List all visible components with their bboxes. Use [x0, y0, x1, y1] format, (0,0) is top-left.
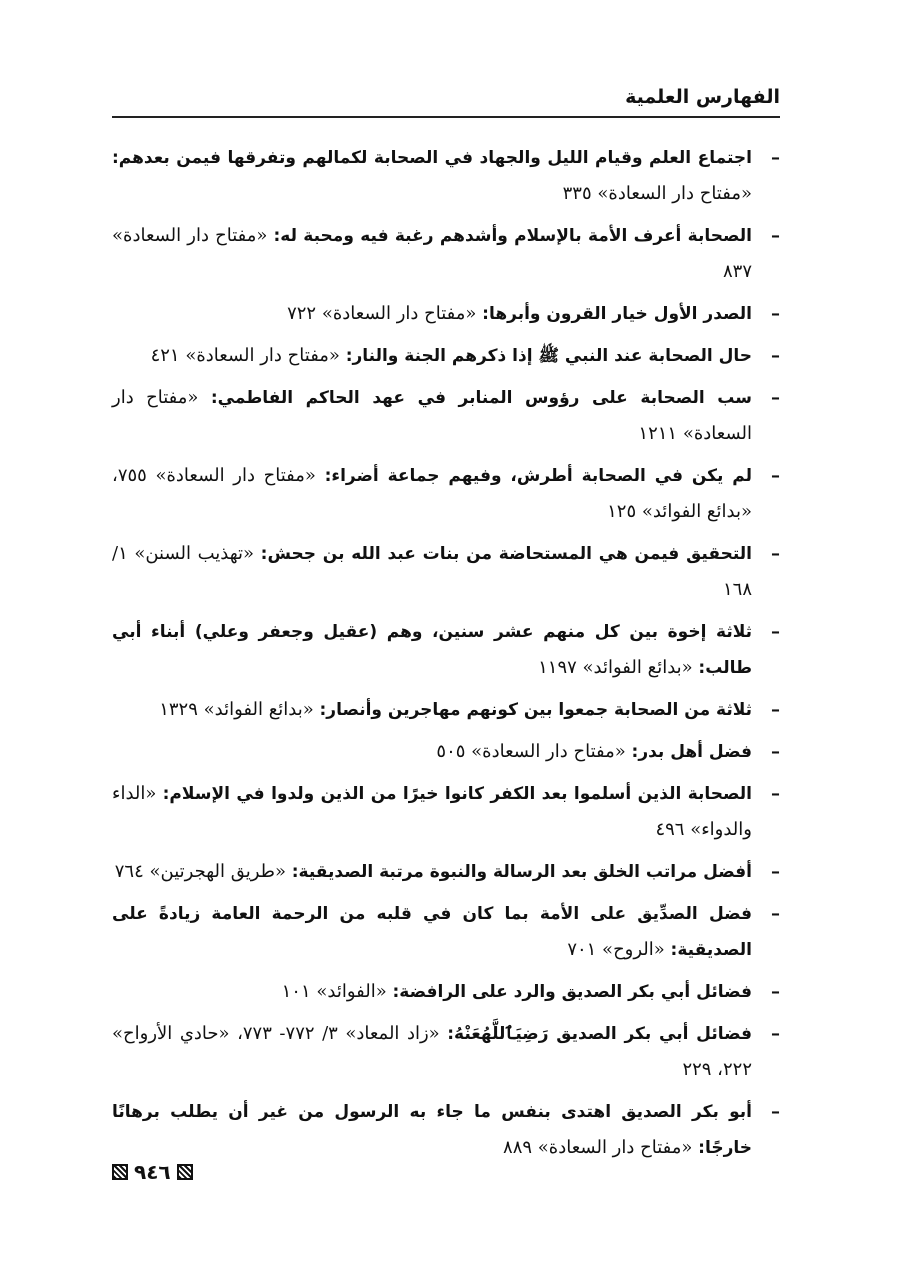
index-entry — [112, 692, 780, 728]
page-number: ٩٤٦ — [134, 1159, 171, 1184]
entry-reference: «مفتاح دار السعادة» ٣٣٥ — [562, 183, 752, 204]
entry-topic: الصحابة الذين أسلموا بعد الكفر كانوا خيرًا من الذين ولدوا في الإسلام: — [162, 784, 752, 804]
dash-bullet-icon: – — [771, 981, 780, 1002]
dash-bullet-icon: – — [771, 147, 780, 168]
dash-bullet-icon: – — [771, 543, 780, 564]
entry-topic: أفضل مراتب الخلق بعد الرسالة والنبوة مرتبة الصديقية: — [291, 862, 752, 882]
index-entry — [112, 338, 780, 374]
entry-topic: فضائل أبي بكر الصديق رَضِيَٱللَّهُعَنْهُ: — [447, 1024, 752, 1044]
dash-bullet-icon: – — [771, 387, 780, 408]
dash-bullet-icon: – — [771, 903, 780, 924]
entry-topic: اجتماع العلم وقيام الليل والجهاد في الصحابة لكمالهم وتفرقها فيمن بعدهم: — [112, 148, 752, 168]
dash-bullet-icon: – — [771, 1023, 780, 1044]
index-entry — [112, 218, 780, 290]
dash-bullet-icon: – — [771, 465, 780, 486]
dash-bullet-icon: – — [771, 345, 780, 366]
index-entry — [112, 1094, 780, 1166]
dash-bullet-icon: – — [771, 699, 780, 720]
index-entry — [112, 854, 780, 890]
index-entry — [112, 776, 780, 848]
entry-topic: الصدر الأول خيار القرون وأبرها: — [482, 304, 752, 324]
ornament-square-icon — [112, 1164, 128, 1180]
dash-bullet-icon: – — [771, 225, 780, 246]
page-header — [112, 86, 780, 118]
page-footer — [112, 1158, 312, 1184]
index-entry — [112, 380, 780, 452]
index-entry — [112, 140, 780, 212]
entry-reference: «بدائع الفوائد» ١١٩٧ — [538, 657, 693, 678]
running-header-title: الفهارس العلمية — [625, 86, 780, 108]
entry-reference: «بدائع الفوائد» ١٣٢٩ — [159, 699, 314, 720]
entry-topic: سب الصحابة على رؤوس المنابر في عهد الحاكم الفاطمي: — [210, 388, 752, 408]
entry-reference: «طريق الهجرتين» ٧٦٤ — [114, 861, 286, 882]
dash-bullet-icon: – — [771, 741, 780, 762]
dash-bullet-icon: – — [771, 861, 780, 882]
dash-bullet-icon: – — [771, 1101, 780, 1122]
entry-reference: «الداء والدواء» ٤٩٦ — [112, 783, 752, 840]
entry-topic: فضائل أبي بكر الصديق والرد على الرافضة: — [392, 982, 752, 1002]
dash-bullet-icon: – — [771, 621, 780, 642]
entry-reference: «الفوائد» ١٠١ — [281, 981, 387, 1002]
index-entry — [112, 296, 780, 332]
entry-topic: لم يكن في الصحابة أطرش، وفيهم جماعة أضراء: — [324, 466, 752, 486]
entry-reference: «زاد المعاد» ٣/ ٧٧٢- ٧٧٣، «حادي الأرواح» ٢٢٢، ٢٢٩ — [112, 1023, 752, 1080]
index-entry — [112, 974, 780, 1010]
entry-reference: «مفتاح دار السعادة» ١٢١١ — [112, 387, 752, 444]
entry-topic: ثلاثة إخوة بين كل منهم عشر سنين، وهم (عقيل وجعفر وعلي) أبناء أبي طالب: — [112, 622, 752, 678]
entry-topic: فضل أهل بدر: — [631, 742, 752, 762]
index-entry — [112, 1016, 780, 1088]
entry-reference: «مفتاح دار السعادة» ٥٠٥ — [436, 741, 626, 762]
entry-reference: «مفتاح دار السعادة» ٧٢٢ — [287, 303, 477, 324]
index-entry — [112, 536, 780, 608]
entry-topic: الصحابة أعرف الأمة بالإسلام وأشدهم رغبة فيه ومحبة له: — [273, 226, 752, 246]
entry-reference: «مفتاح دار السعادة» ٨٨٩ — [503, 1137, 693, 1158]
entry-reference: «مفتاح دار السعادة» ٨٣٧ — [112, 225, 752, 282]
entry-topic: أبو بكر الصديق اهتدى بنفس ما جاء به الرسول من غير أن يطلب برهانًا خارجًا: — [112, 1102, 752, 1158]
index-entry — [112, 896, 780, 968]
ornament-square-icon — [177, 1164, 193, 1180]
entry-reference: «تهذيب السنن» ١/ ١٦٨ — [112, 543, 752, 600]
index-entry — [112, 458, 780, 530]
entry-topic: حال الصحابة عند النبي ﷺ إذا ذكرهم الجنة والنار: — [345, 346, 752, 366]
index-entry — [112, 734, 780, 770]
dash-bullet-icon: – — [771, 303, 780, 324]
entry-reference: «مفتاح دار السعادة» ٧٥٥، «بدائع الفوائد» ١٢٥ — [112, 465, 752, 522]
entry-topic: فضل الصدِّيق على الأمة بما كان في قلبه من الرحمة العامة زيادةً على الصديقية: — [112, 904, 752, 960]
dash-bullet-icon: – — [771, 783, 780, 804]
entry-topic: ثلاثة من الصحابة جمعوا بين كونهم مهاجرين وأنصار: — [319, 700, 752, 720]
index-entry — [112, 614, 780, 686]
entry-reference: «الروح» ٧٠١ — [567, 939, 665, 960]
index-entry-list — [112, 140, 780, 1172]
entry-reference: «مفتاح دار السعادة» ٤٢١ — [150, 345, 340, 366]
entry-topic: التحقيق فيمن هي المستحاضة من بنات عبد الله بن جحش: — [260, 544, 752, 564]
